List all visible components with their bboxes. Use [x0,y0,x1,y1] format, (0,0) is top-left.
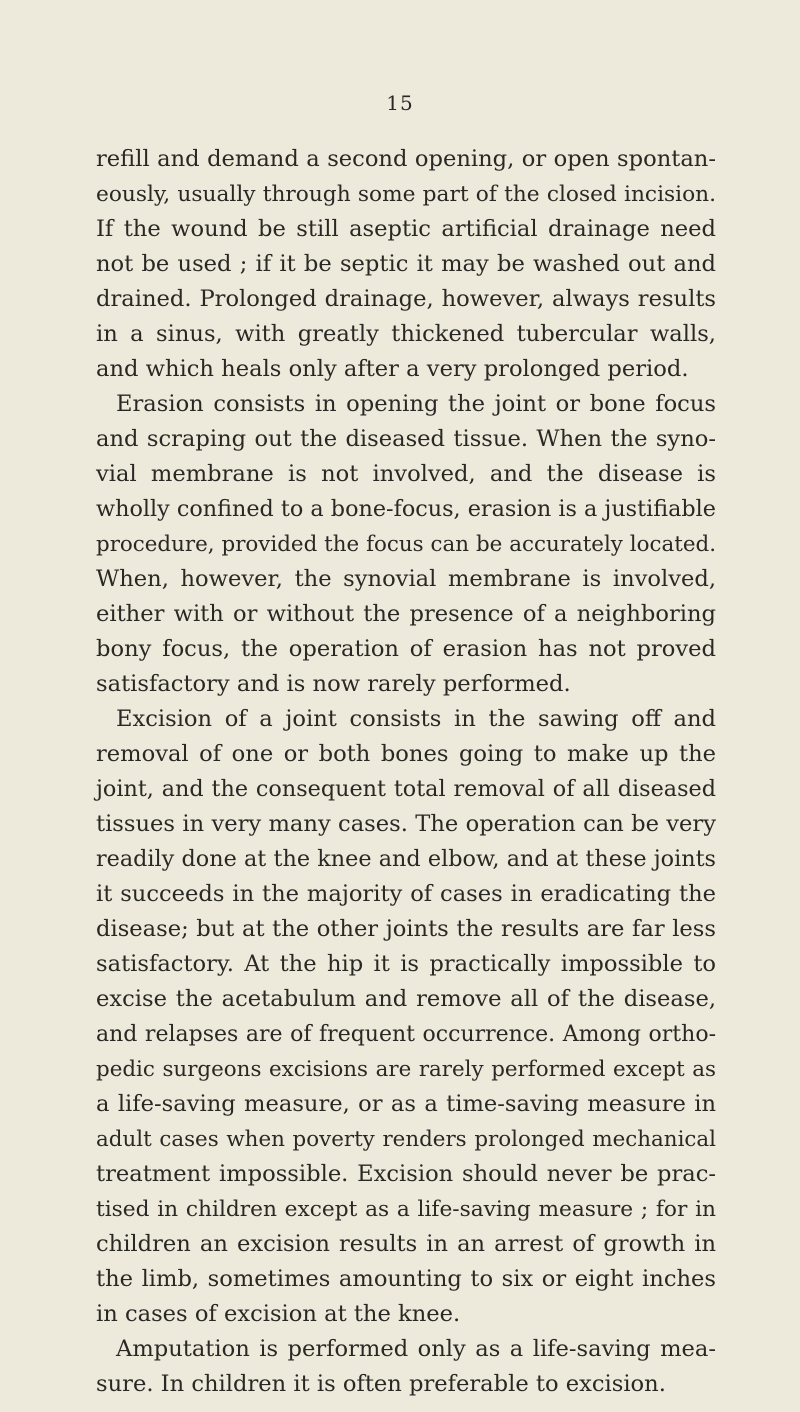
text-line: and which heals only after a very prolonged period. [96,356,689,382]
text-line: joint, and the consequent total removal of all diseased [96,776,716,802]
text-line: procedure, provided the focus can be accurately located. [96,532,716,557]
text-line: adult cases when poverty renders prolonged mechanical [96,1127,716,1152]
text-line: treatment impossible. Excision should never be prac- [96,1161,716,1187]
text-line: tised in children except as a life-saving measure ; for in [96,1197,716,1222]
text-line: either with or without the presence of a neighboring [96,601,716,627]
text-line: sure. In children it is often preferable to excision. [96,1371,666,1397]
text-line: eously, usually through some part of the closed incision. [96,182,716,207]
text-line: Erasion consists in opening the joint or bone focus [116,391,716,417]
page-number: 15 [386,91,414,115]
text-line: satisfactory and is now rarely performed. [96,671,571,697]
text-line: When, however, the synovial membrane is involved, [96,566,716,592]
text-line: wholly confined to a bone-focus, erasion is a justifiable [96,496,716,522]
text-line: tissues in very many cases. The operation can be very [96,811,716,837]
body-text [96,142,716,1402]
text-line: Amputation is performed only as a life-saving mea- [116,1336,716,1362]
text-line: in a sinus, with greatly thickened tubercular walls, [96,321,716,347]
text-line: If the wound be still aseptic artificial drainage need [96,216,716,242]
text-line: a life-saving measure, or as a time-saving measure in [96,1091,716,1117]
text-line: and scraping out the diseased tissue. When the syno- [96,426,716,452]
text-line: refill and demand a second opening, or open spontan- [96,146,716,172]
text-line: children an excision results in an arrest of growth in [96,1231,716,1257]
text-line: readily done at the knee and elbow, and at these joints [96,846,716,872]
text-line: the limb, sometimes amounting to six or eight inches [96,1266,716,1292]
text-line: in cases of excision at the knee. [96,1301,461,1327]
text-line: and relapses are of frequent occurrence. Among ortho- [96,1022,716,1047]
text-line: disease; but at the other joints the results are far less [96,916,716,942]
text-line: excise the acetabulum and remove all of the disease, [96,986,716,1012]
text-line: Excision of a joint consists in the sawing off and [116,706,716,732]
text-line: drained. Prolonged drainage, however, always results [96,286,716,312]
text-line: bony focus, the operation of erasion has not proved [96,636,716,662]
text-line: not be used ; if it be septic it may be washed out and [96,251,716,277]
text-line: it succeeds in the majority of cases in eradicating the [96,881,716,907]
text-line: removal of one or both bones going to make up the [96,741,716,767]
text-line: satisfactory. At the hip it is practically impossible to [96,951,716,977]
text-line: pedic surgeons excisions are rarely performed except as [96,1057,716,1082]
text-line: vial membrane is not involved, and the disease is [96,461,716,487]
